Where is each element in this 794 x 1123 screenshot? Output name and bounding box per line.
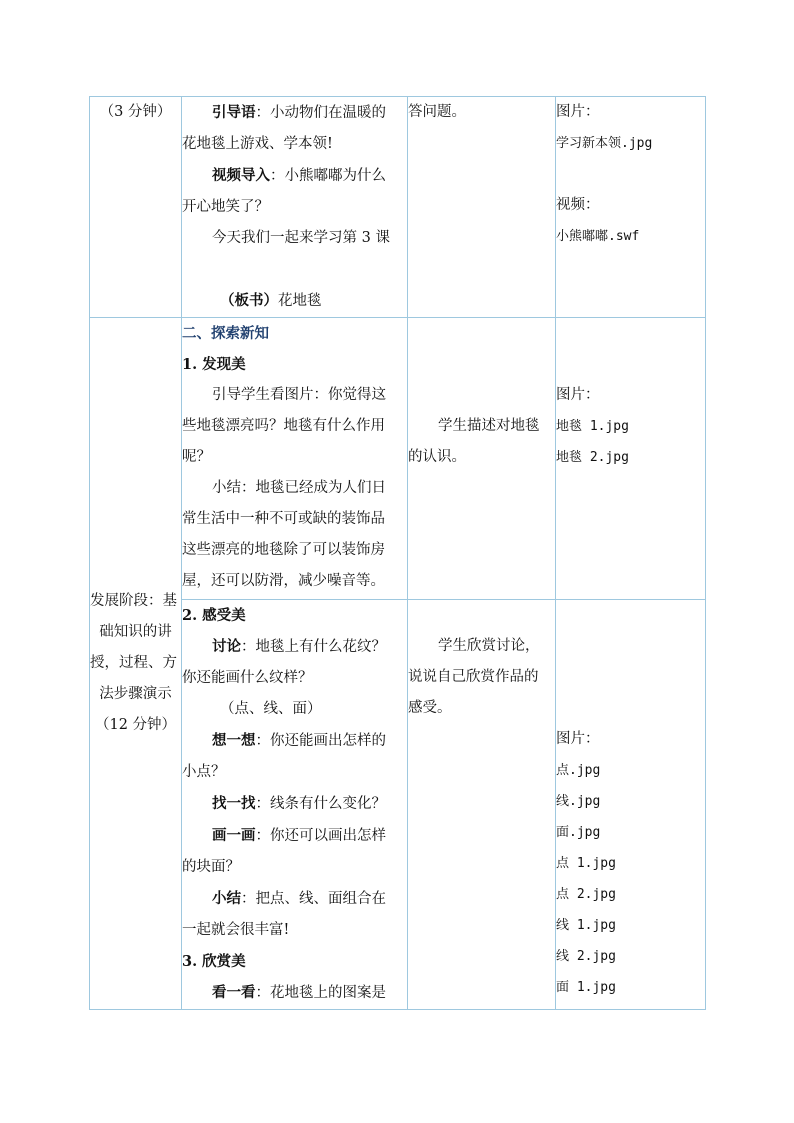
media-label: 图片： (556, 387, 600, 403)
media-file: 点 1.jpg (556, 856, 616, 871)
video-line (182, 160, 407, 192)
teacher-activity-cell-feel (182, 600, 408, 1010)
look-label: 看一看 (212, 984, 256, 1001)
media-file: 线 2.jpg (556, 949, 616, 964)
draw-text: ：你还可以画出怎样 (255, 828, 386, 844)
text-line: 的块面？ (182, 859, 240, 875)
lesson-plan-table (89, 96, 706, 1010)
media-file: 学习新本领.jpg (556, 136, 653, 151)
subsection-heading: 3. 欣赏美 (182, 953, 246, 970)
student-activity-cell-feel (408, 600, 556, 1010)
table-row-intro (90, 97, 706, 318)
teacher-activity-cell-discover (182, 318, 408, 600)
stage-time: （12 分钟） (94, 717, 177, 733)
stage-cell-intro (90, 97, 182, 318)
find-text: ：线条有什么变化？ (255, 796, 386, 812)
think-text: ：你还能画出怎样的 (255, 733, 386, 749)
table-row-feel (90, 600, 706, 1010)
section-heading: 二、探索新知 (182, 325, 269, 342)
find-line (182, 788, 407, 820)
text-line: 一起就会很丰富! (182, 922, 290, 938)
media-file: 点.jpg (556, 763, 601, 778)
media-file: 线.jpg (556, 794, 601, 809)
discuss-label: 讨论 (212, 638, 241, 655)
stage-time: （3 分钟） (99, 104, 172, 120)
text-line: 花地毯上游戏、学本领! (182, 136, 333, 152)
think-line (182, 725, 407, 757)
media-label: 图片： (556, 731, 600, 747)
text-line: 小点？ (182, 764, 226, 780)
text-line: 你还能画什么纹样？ (182, 670, 313, 686)
draw-line (182, 820, 407, 852)
teacher-activity-cell-intro (182, 97, 408, 318)
subsection-heading: 2. 感受美 (182, 607, 246, 624)
guide-text: ：小动物们在温暖的 (255, 105, 386, 121)
board-label: （板书） (220, 292, 278, 309)
look-line (182, 977, 407, 1009)
text-line: 开心地笑了？ (182, 199, 269, 215)
media-file: 线 1.jpg (556, 918, 616, 933)
draw-label: 画一画 (212, 827, 256, 844)
media-cell-feel (556, 600, 706, 1010)
media-file: 面 1.jpg (556, 980, 616, 995)
media-cell-intro (556, 97, 706, 318)
text-line: 今天我们一起来学习第 3 课 (212, 230, 390, 246)
media-cell-discover (556, 318, 706, 600)
media-file: 面.jpg (556, 825, 601, 840)
summary-label: 小结 (212, 890, 241, 907)
student-text: 的认识。 (408, 449, 466, 465)
text-line: 这些漂亮的地毯除了可以装饰房 (182, 542, 385, 558)
board-line (182, 285, 407, 317)
media-label: 视频： (556, 197, 600, 213)
text-line: 些地毯漂亮吗？地毯有什么作用 (182, 418, 385, 434)
student-text: 学生描述对地毯 (438, 418, 540, 434)
student-text: 感受。 (408, 700, 452, 716)
video-label: 视频导入 (212, 167, 270, 184)
student-activity-cell-intro (408, 97, 556, 318)
guide-line (182, 97, 407, 129)
look-text: ：花地毯上的图案是 (255, 985, 386, 1001)
media-label: 图片： (556, 104, 600, 120)
table-row-discover (90, 318, 706, 600)
student-text: 答问题。 (408, 104, 466, 120)
guide-label: 引导语 (212, 104, 256, 121)
discuss-line (182, 631, 407, 663)
text-line: 引导学生看图片：你觉得这 (212, 387, 386, 403)
subsection-heading: 1. 发现美 (182, 356, 246, 373)
media-file: 小熊嘟嘟.swf (556, 229, 640, 244)
stage-text: 法步骤演示 (99, 686, 172, 702)
stage-text: 础知识的讲 (99, 624, 172, 640)
student-text: 学生欣赏讨论， (438, 638, 540, 654)
text-line: 呢？ (182, 449, 211, 465)
think-label: 想一想 (212, 732, 256, 749)
text-line: 小结：地毯已经成为人们日 (212, 480, 386, 496)
find-label: 找一找 (212, 795, 256, 812)
board-text: 花地毯 (278, 293, 322, 309)
video-text: ：小熊嘟嘟为什么 (270, 168, 386, 184)
text-line: 常生活中一种不可或缺的装饰品 (182, 511, 385, 527)
summary-text: ：把点、线、面组合在 (241, 891, 386, 907)
media-file: 点 2.jpg (556, 887, 616, 902)
text-line: 屋，还可以防滑，减少噪音等。 (182, 573, 385, 589)
discuss-text: ：地毯上有什么花纹？ (241, 639, 386, 655)
media-file: 地毯 2.jpg (556, 450, 629, 465)
stage-cell-explore (90, 318, 182, 1010)
stage-text: 发展阶段：基 (90, 593, 177, 609)
media-file: 地毯 1.jpg (556, 419, 629, 434)
summary-line (182, 883, 407, 915)
text-line: （点、线、面） (220, 701, 322, 717)
student-activity-cell-discover (408, 318, 556, 600)
student-text: 说说自己欣赏作品的 (408, 669, 539, 685)
stage-text: 授，过程、方 (90, 655, 177, 671)
